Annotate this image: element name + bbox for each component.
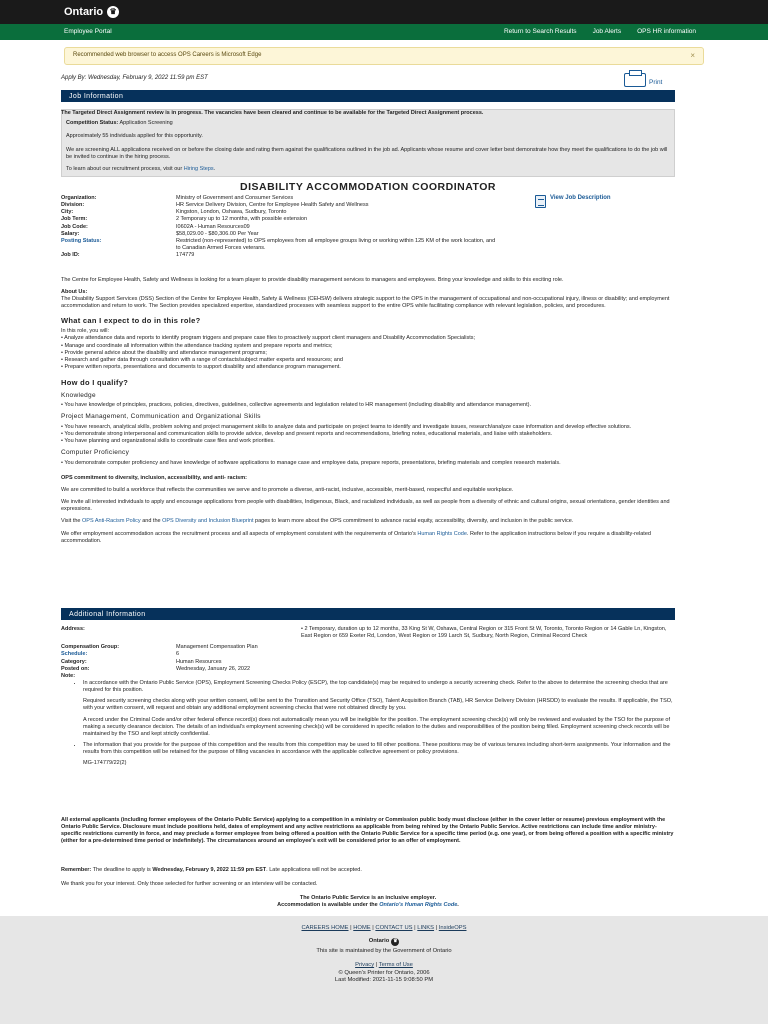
applicant-count: Approximately 55 individuals applied for this opportunity.: [66, 133, 203, 140]
division-value: HR Service Delivery Division, Centre for Employee Health Safety and Wellness: [176, 202, 369, 209]
nav-return-to-search[interactable]: Return to Search Results: [503, 27, 577, 35]
knowledge-item: • You have knowledge of principles, practices, policies, directives, guidelines, collective agreements and legislation related to HR management (including disability and attendance management).: [61, 402, 532, 409]
print-button[interactable]: [624, 73, 662, 87]
cp-item: • You demonstrate computer proficiency and have knowledge of software applications to manage case and employee data, prepare reports, presentations, briefing materials and complex research materials.: [61, 459, 561, 466]
knowledge-heading: Knowledge: [61, 391, 96, 399]
remember-text-b: . Late applications will not be accepted.: [266, 867, 362, 873]
job-code-label: Job Code:: [61, 223, 88, 230]
remember-text-a: The deadline to apply is: [91, 867, 153, 873]
category-label: Category:: [61, 658, 87, 665]
portal-navbar: [0, 24, 768, 40]
schedule-value: 6: [176, 651, 180, 658]
division-label: Division:: [61, 202, 85, 209]
role-item: • Analyze attendance data and reports to identify program triggers and prepare case files to proactively support client managers and Disability Accommodation Specialists;: [61, 335, 476, 342]
ontario-logo[interactable]: [64, 5, 119, 19]
footer-link-careers-home[interactable]: CAREERS HOME: [301, 925, 349, 931]
posted-value: Wednesday, January 26, 2022: [176, 665, 251, 672]
competition-status-label: Competition Status:: [66, 120, 119, 126]
role-intro: In this role, you will:: [61, 328, 109, 335]
pm-item: • You have research, analytical skills, problem solving and project management skills to analyze data and participate on project teams to identify and investigate issues, research/analyze case information and develop effective solutions.: [61, 423, 632, 430]
job-term-label: Job Term:: [61, 216, 88, 223]
note2-text: The information that you provide for the purpose of this competition and the results from this competition may be used to fill other positions. These positions may be of various tenures including short-term assignments. Your information and the results from this competition will be retained for the purpose of filling vacancies in accordance with the applicable collective agreement or policy provisions.: [83, 741, 671, 756]
about-heading: About Us:: [61, 289, 88, 296]
footer-link-links[interactable]: LINKS: [417, 925, 435, 931]
learn-more-suffix: .: [213, 165, 216, 172]
job-details: [61, 195, 531, 259]
deadline-reminder: [61, 867, 675, 874]
footer-link-privacy[interactable]: Privacy: [355, 962, 375, 969]
job-id-label: Job ID:: [61, 252, 80, 259]
diversity-heading: OPS commitment to diversity, inclusion, accessibility, and anti- racism:: [61, 474, 247, 481]
footer-link-contact-us[interactable]: CONTACT US: [375, 925, 413, 931]
note1-p2: Required security screening checks along with your written consent, will be sent to the Transition and Security Office (TSO), Talent Acquisition Branch (TAB), HR Service Delivery Division (HRSDD) to evaluate the results. If applicable, the TSO, with your written consent, will request and obtain any additional employment screening checks that were not obtained directly by you.: [83, 698, 673, 712]
pm-item: • You demonstrate strong interpersonal and communication skills to provide advice, develop and present reports and recommendations, briefing notes, educational materials, and liaise with stakeholders.: [61, 431, 553, 438]
printer-icon[interactable]: [624, 73, 646, 87]
print-label[interactable]: Print: [649, 79, 663, 86]
screening-info: We are screening ALL applications received on or before the closing date and rating them against the qualifications outlined in the job ad. Applicants whose resume and cover letter best demonstrate how they meet the qualifications to do the job will be invited to continue in the hiring process.: [66, 147, 668, 161]
competition-status-value: Application Screening: [119, 120, 173, 126]
role-item: • Manage and coordinate all information within the attendance tracking system and prepare reports and metrics;: [61, 342, 333, 349]
external-applicant-notice: All external applicants (including former employees of the Ontario Public Service) applying to a competition in a ministry or Commission public body must disclose (either in the cover letter or resume) previous employment with the Ontario Public Service. Disclosure must include positions held, dates of employment and any active restrictions as applicable from being rehired by the Ontario Public Service. Active restrictions can include time and/or ministry-specific restrictions currently in force, and may preclude a former employee from being offered a position with the Ontario Public Service for a specific time period (e.g. one year), or from being offered a position with a specific ministry (either for a pre-determined time period or indefinitely). The circumstances around an employee's exit will be considered prior to an offer of employment.: [61, 817, 674, 845]
note-item: [83, 680, 675, 738]
job-term-value: 2 Temporary up to 12 months, with possible extension: [176, 216, 308, 223]
ontario-human-rights-code-link[interactable]: Ontario's Human Rights Code: [379, 902, 458, 909]
diversity-p4-a: We offer employment accommodation across the recruitment process and all aspects of employment consistent with the requirements of Ontario's: [61, 530, 418, 537]
footer-sep: |: [370, 925, 376, 931]
role-heading: What can I expect to do in this role?: [61, 315, 201, 325]
inclusive-line2-a: Accommodation is available under the: [277, 902, 380, 909]
intro-text: The Centre for Employee Health, Safety and Wellness is looking for a team player to provide disability management services to managers and employees. Bring your knowledge and skills to this exciting role.: [61, 277, 564, 283]
footer-policy-links: [0, 962, 768, 970]
portal-nav-links: [504, 28, 696, 36]
footer-sep: |: [434, 925, 439, 931]
role-item: • Prepare written reports, presentations and documents to support disability and attendance program management.: [61, 364, 341, 371]
pm-item: • You have planning and organizational skills to coordinate case files and work priorities.: [61, 438, 275, 445]
org-label: Organization:: [61, 195, 97, 201]
additional-info: [61, 626, 675, 767]
footer-trillium-icon: ♛: [393, 938, 398, 945]
org-value: Ministry of Government and Consumer Services: [176, 195, 294, 201]
posted-label: Posted on:: [61, 665, 90, 672]
footer-last-modified: Last Modified: 2021-11-15 9:08:50 PM: [334, 977, 434, 984]
apply-by-date: Apply By: Wednesday, February 9, 2022 11:59 pm EST: [61, 75, 208, 81]
anti-racism-policy-link[interactable]: OPS Anti-Racism Policy: [82, 518, 141, 525]
view-job-description-label[interactable]: View Job Description: [550, 195, 611, 201]
ontario-logo-text[interactable]: Ontario: [64, 5, 104, 18]
role-item: • Research and gather data through consultation with a range of contacts/subject matter experts and resources; and: [61, 356, 343, 363]
diversity-p2: We invite all interested individuals to apply and encourage applications from people with disabilities, Indigenous, Black, and racialized individuals, as well as people from a diversity of ethnic and cultural origins, sexual orientations, gender identities and expressions.: [61, 499, 670, 513]
browser-alert: [64, 47, 704, 65]
remember-deadline: Wednesday, February 9, 2022 11:59 pm EST: [152, 867, 267, 873]
hiring-steps-link[interactable]: Hiring Steps: [183, 165, 214, 172]
job-title: DISABILITY ACCOMMODATION COORDINATOR: [240, 181, 496, 193]
about-text: The Disability Support Services (DSS) Section of the Centre for Employee Health, Safety & Wellness (CEHSW) delivers strategic support to the OPS in the management of occupational and non-occupational injury, illness or disability; and employment accommodation and return to work. The Section provides specialized expertise, standardized processes with seamless support to the entire OPS while facilitating compliance with relevant legislation, policies, and procedures.: [61, 296, 670, 310]
thanks-text: We thank you for your interest. Only those selected for further screening or an interview will be contacted.: [61, 881, 318, 887]
salary-value: $58,029.00 - $80,306.00 Per Year: [176, 230, 259, 237]
note-item: [83, 742, 675, 756]
inclusive-employer: [61, 895, 675, 909]
diversity-p3-a: Visit the: [61, 518, 82, 525]
portal-title[interactable]: Employee Portal: [64, 27, 112, 35]
job-code-value: I0602A - Human Resources09: [176, 223, 250, 230]
ontario-header: [0, 0, 768, 24]
pm-heading: Project Management, Communication and Organizational Skills: [61, 413, 261, 421]
footer-maintained: This site is maintained by the Government of Ontario: [316, 947, 452, 954]
city-label: City:: [61, 209, 74, 216]
cp-heading: Computer Proficiency: [61, 449, 130, 457]
diversity-p4-b: . Refer to the application instructions below if you require a disability-related accommodation.: [61, 530, 651, 544]
nav-job-alerts[interactable]: Job Alerts: [592, 27, 622, 35]
footer-ontario-text: Ontario: [368, 937, 390, 944]
job-body: [61, 277, 675, 550]
inclusive-line2-b: .: [457, 902, 459, 909]
learn-more-prefix: To learn about our recruitment process, visit our: [66, 165, 184, 172]
comp-group-label: Compensation Group:: [61, 644, 120, 651]
job-information-heading: Job Information: [61, 90, 675, 102]
footer-sep: |: [412, 925, 418, 931]
alert-text: Recommended web browser to access OPS Careers is Microsoft Edge: [73, 52, 262, 59]
diversity-blueprint-link[interactable]: OPS Diversity and Inclusion Blueprint: [162, 518, 254, 525]
footer-sep: |: [348, 925, 354, 931]
trillium-icon: ♛: [107, 6, 119, 18]
footer-link-terms[interactable]: Terms of Use: [378, 962, 413, 969]
page-footer: [0, 925, 768, 985]
address-value: • 2 Temporary, duration up to 12 months, 33 King St W, Oshawa, Central Region or 315 Front St W, Toronto, Toronto Region or 14 Gable Ln, Kingston, East Region or 659 Exeter Rd, London, West Region or 199 Larch St, Sudbury, North Region, Criminal Record Check: [301, 626, 667, 640]
salary-label: Salary:: [61, 230, 80, 237]
note1-text: In accordance with the Ontario Public Service (OPS), Employment Screening Checks Policy (ESCP), the top candidate(s) may be required to undergo a security screening check. Refer to the above to determine the screening checks that are required for this position.: [83, 679, 668, 694]
job-id-value: 174779: [176, 252, 195, 259]
human-rights-code-link[interactable]: Human Rights Code: [417, 530, 467, 537]
footer-link-home[interactable]: HOME: [353, 925, 371, 931]
address-label: Address:: [61, 626, 85, 632]
category-value: Human Resources: [176, 658, 222, 665]
footer-link-insideops[interactable]: InsideOPS: [438, 925, 467, 931]
remember-label: Remember:: [61, 867, 92, 873]
tda-notice: The Targeted Direct Assignment review is in progress. The vacancies have been cleared and continue to be available for the Targeted Direct Assignment process.: [61, 110, 484, 116]
additional-information-heading: Additional Information: [61, 608, 675, 620]
note-list: [61, 680, 675, 756]
note1-p3: A record under the Criminal Code and/or other federal offence record(s) does not automatically mean you will be ineligible for the position. The employment screening check(s) will only be reviewed and evaluated by the TSO for the purpose of making a security clearance decision. The details of an individual's employment screening check(s) will be considered in specific relation to the duties and responsibilities of the position being filled. Employment screening check records will be maintained by the TSO and kept strictly confidential.: [83, 716, 670, 737]
alert-close-icon[interactable]: ×: [690, 50, 695, 60]
posting-status-link[interactable]: Posting Status:: [61, 237, 102, 244]
role-item: • Provide general advice about the disability and attendance management programs;: [61, 349, 267, 356]
footer-links: [0, 925, 768, 933]
note-label: Note:: [61, 672, 76, 679]
comp-group-value: Management Compensation Plan: [176, 644, 258, 651]
city-value: Kingston, London, Oshawa, Sudbury, Toronto: [176, 209, 287, 216]
diversity-p3-c: pages to learn more about the OPS commitment to advance racial equity, accessibility, diversity, and inclusion in the public service.: [253, 518, 574, 525]
document-icon[interactable]: [535, 195, 546, 208]
diversity-p1: We are committed to build a workforce that reflects the communities we serve and to promote a diverse, anti-racist, inclusive, accessible, merit-based, respectful and equitable workplace.: [61, 487, 514, 494]
view-job-description-link[interactable]: [535, 195, 611, 208]
qualify-heading: How do I qualify?: [61, 378, 129, 388]
footer-sep: |: [374, 962, 379, 969]
posting-status-value: Restricted (non-represented) to OPS employees from all employee groups living or working within 125 KM of the work location, and to Canadian Armed Forces veterans.: [176, 237, 496, 251]
footer-copyright: © Queen's Printer for Ontario, 2006: [338, 969, 430, 976]
competition-status-box: [61, 109, 675, 177]
schedule-link[interactable]: Schedule:: [61, 651, 88, 658]
mg-code: MG-174779/22(2): [83, 760, 127, 767]
diversity-p3-b: and the: [140, 518, 163, 525]
footer-ontario-logo: [0, 938, 768, 946]
inclusive-line1: The Ontario Public Service is an inclusive employer.: [299, 895, 437, 901]
nav-ops-hr-info[interactable]: OPS HR information: [637, 27, 696, 35]
